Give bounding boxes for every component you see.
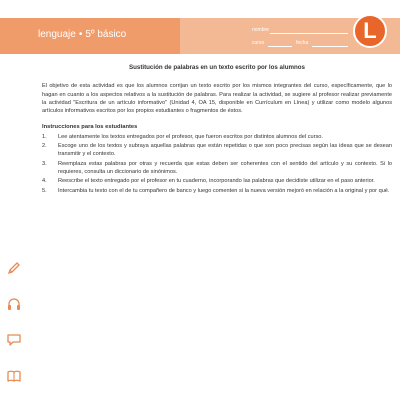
document-body xyxy=(42,64,392,196)
logo-letter: L xyxy=(363,18,377,43)
name-label: nombre xyxy=(252,27,269,33)
date-label: fecha xyxy=(296,40,309,46)
subject-grade-title xyxy=(38,29,126,40)
instruction-text: Lee atentamente los textos entregados por el profesor, que fueron escritos por distintos alumnos del curso. xyxy=(58,133,323,140)
grade-label: 5º básico xyxy=(85,29,127,40)
instructions-title: Instrucciones para los estudiantes xyxy=(42,124,138,131)
name-field-line[interactable] xyxy=(270,33,348,34)
headphones-icon xyxy=(6,296,22,312)
document-title: Sustitución de palabras en un texto escrito por los alumnos xyxy=(128,64,306,71)
instruction-text: Reescribe el texto entregado por el profesor en tu cuaderno, incorporando las palabras que decidiste utilizar en el paso anterior. xyxy=(58,178,375,185)
instructions-list xyxy=(42,133,392,195)
book-icon xyxy=(6,368,22,384)
header xyxy=(0,0,400,54)
course-field-line[interactable] xyxy=(268,46,292,47)
list-item: 1. Lee atentamente los textos entregados por el profesor, que fueron escritos por distintos alumnos del curso. xyxy=(42,133,323,140)
list-item: 4. Reescribe el texto entregado por el profesor en tu cuaderno, incorporando las palabras que decidiste utilizar en el paso anterior. xyxy=(42,178,375,185)
list-item: 5. Intercambia tu texto con el de tu compañero de banco y luego comenten si la nueva versión mejoró en relación a la original y por qué. xyxy=(42,187,390,194)
intro-paragraph: El objetivo de esta actividad es que los alumnos corrijan un texto escrito por los mismos integrantes del curso, específicamente, que lo hagan en cuanto a los aspectos relativos a la sustitución de palabras. Para realizar la actividad, se sugiere al profesor realizar previamente la actividad "Escritura de un artículo informativo" (Unidad 4, OA 15, disponible en Currículum en Línea) y utilizar como modelo algunos artículos informativos escritos por los propios estudiantes o fragmentos de éstos. xyxy=(42,83,392,115)
speech-bubble-icon xyxy=(6,332,22,348)
instruction-text: Reemplaza estas palabras por otras y recuerda que estas deben ser coherentes con el sentido del artículo y su contexto. Si lo requieres, consulta un diccionario de sinónimos. xyxy=(58,160,392,175)
list-item: 3. Reemplaza estas palabras por otras y recuerda que estas deben ser coherentes con el sentido del artículo y su contexto. Si lo requieres, consulta un diccionario de sinónimos. xyxy=(42,160,392,175)
instruction-text: Escoge uno de los textos y subraya aquellas palabras que están repetidas o que son poco precisas según las ideas que se desean transmitir y el contexto. xyxy=(58,143,392,158)
course-label: curso xyxy=(252,40,265,46)
pencil-icon xyxy=(6,260,22,276)
instruction-text: Intercambia tu texto con el de tu compañero de banco y luego comenten si la nueva versión mejoró en relación a la original y por qué. xyxy=(58,187,390,194)
date-field-line[interactable] xyxy=(312,46,348,47)
sidebar-icons xyxy=(0,62,28,400)
subject-label: lenguaje xyxy=(38,29,76,40)
list-item: 2. Escoge uno de los textos y subraya aquellas palabras que están repetidas o que son poco precisas según las ideas que se desean transmitir y el contexto. xyxy=(42,143,392,158)
separator: • xyxy=(78,29,83,40)
subject-logo xyxy=(353,14,387,48)
